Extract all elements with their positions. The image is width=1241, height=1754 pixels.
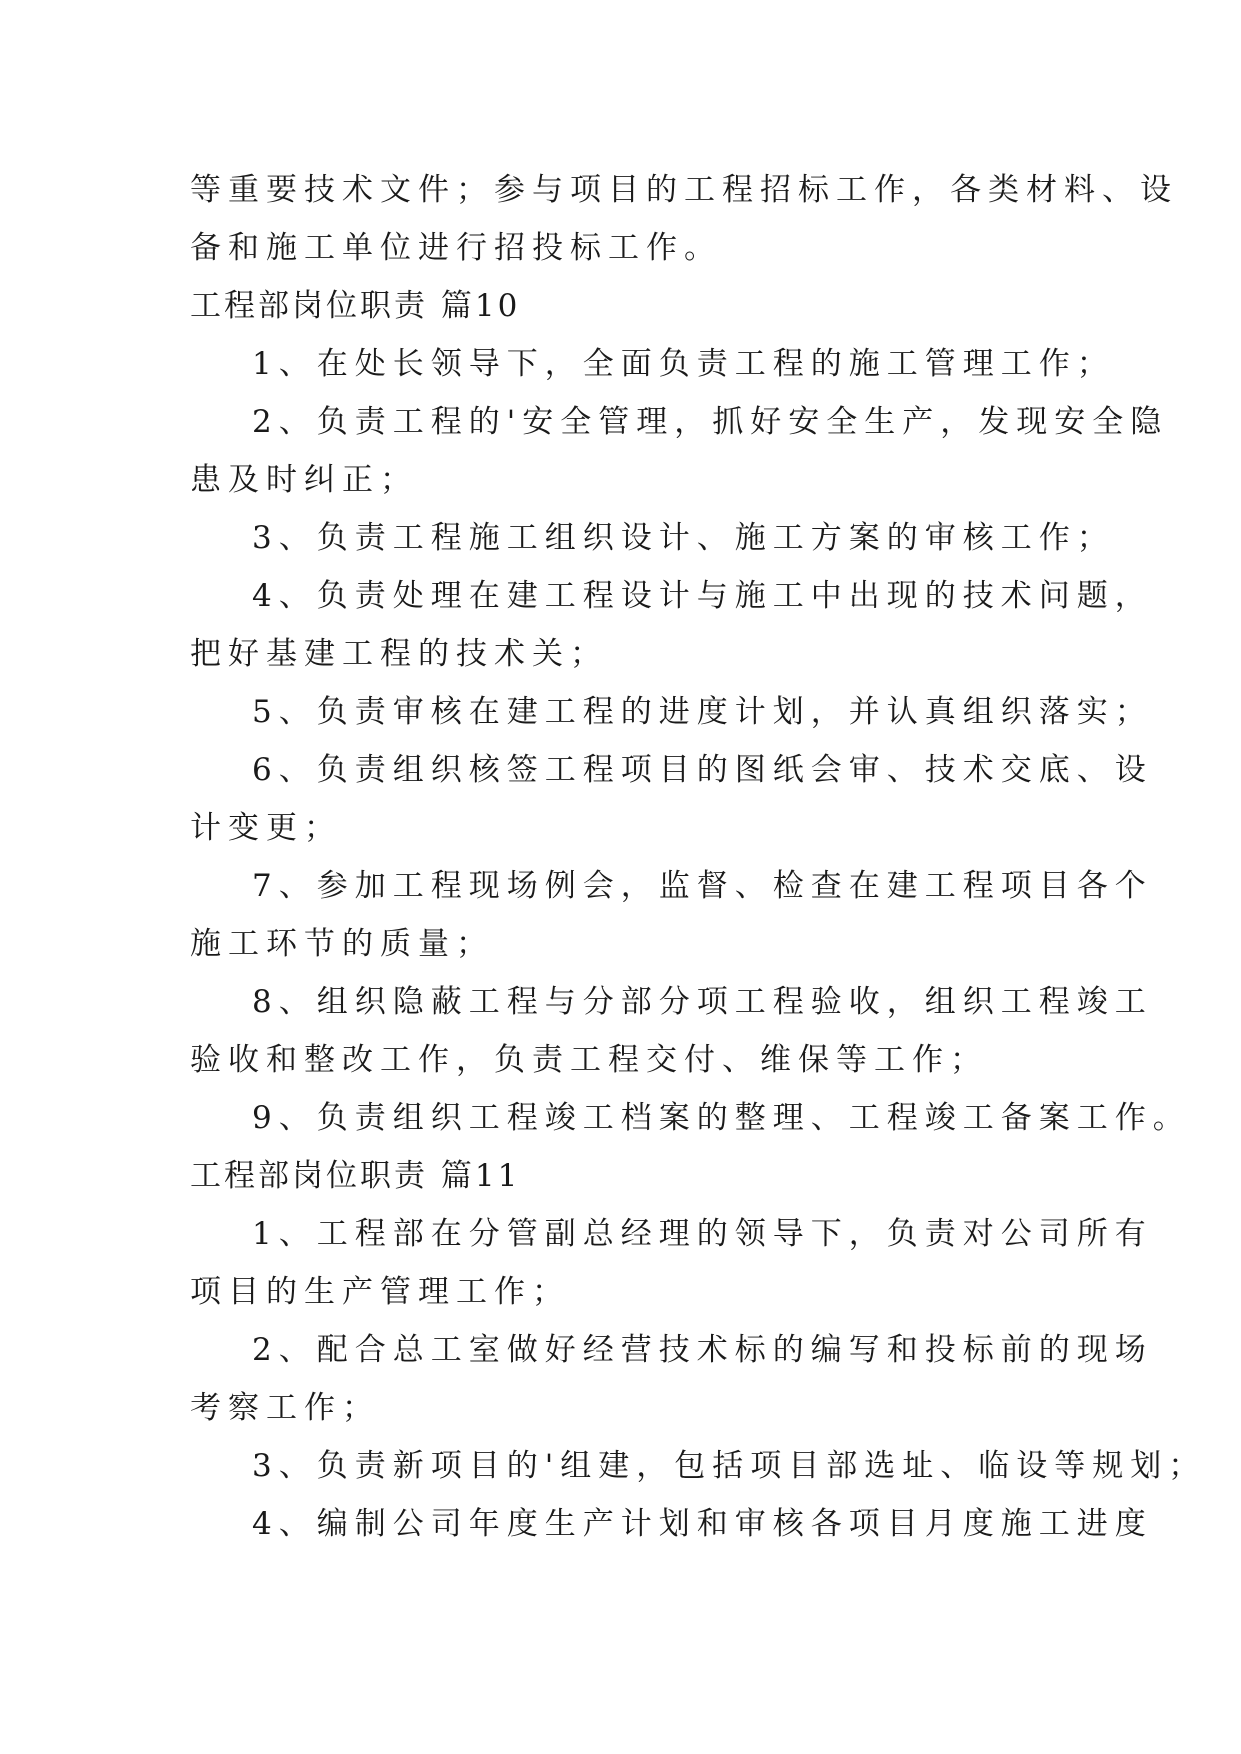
list-item-continuation: 患及时纠正； — [190, 462, 418, 498]
list-item: 8、组织隐蔽工程与分部分项工程验收，组织工程竣工 — [252, 984, 1153, 1020]
section-heading: 工程部岗位职责 篇11 — [190, 1158, 521, 1194]
list-item: 7、参加工程现场例会，监督、检查在建工程项目各个 — [252, 868, 1153, 904]
body-line: 等重要技术文件；参与项目的工程招标工作，各类材料、设 — [190, 172, 1178, 208]
list-item: 1、在处长领导下，全面负责工程的施工管理工作； — [252, 346, 1115, 382]
list-item-continuation: 项目的生产管理工作； — [190, 1274, 570, 1310]
list-item: 3、负责新项目的'组建，包括项目部选址、临设等规划； — [252, 1448, 1207, 1484]
list-item-continuation: 验收和整改工作，负责工程交付、维保等工作； — [190, 1042, 988, 1078]
list-item: 2、负责工程的'安全管理，抓好安全生产，发现安全隐 — [252, 404, 1169, 440]
document-body — [190, 161, 1207, 1553]
section-heading: 工程部岗位职责 篇10 — [190, 288, 521, 324]
list-item: 4、负责处理在建工程设计与施工中出现的技术问题， — [252, 578, 1153, 614]
list-item: 2、配合总工室做好经营技术标的编写和投标前的现场 — [252, 1332, 1153, 1368]
list-item: 3、负责工程施工组织设计、施工方案的审核工作； — [252, 520, 1115, 556]
list-item: 4、编制公司年度生产计划和审核各项目月度施工进度 — [252, 1506, 1153, 1542]
list-item: 6、负责组织核签工程项目的图纸会审、技术交底、设 — [252, 752, 1153, 788]
list-item-continuation: 施工环节的质量； — [190, 926, 494, 962]
body-line: 备和施工单位进行招投标工作。 — [190, 230, 722, 266]
list-item: 9、负责组织工程竣工档案的整理、工程竣工备案工作。 — [252, 1100, 1191, 1136]
list-item: 5、负责审核在建工程的进度计划，并认真组织落实； — [252, 694, 1153, 730]
list-item: 1、工程部在分管副总经理的领导下，负责对公司所有 — [252, 1216, 1153, 1252]
list-item-continuation: 计变更； — [190, 810, 342, 846]
list-item-continuation: 考察工作； — [190, 1390, 380, 1426]
list-item-continuation: 把好基建工程的技术关； — [190, 636, 608, 672]
